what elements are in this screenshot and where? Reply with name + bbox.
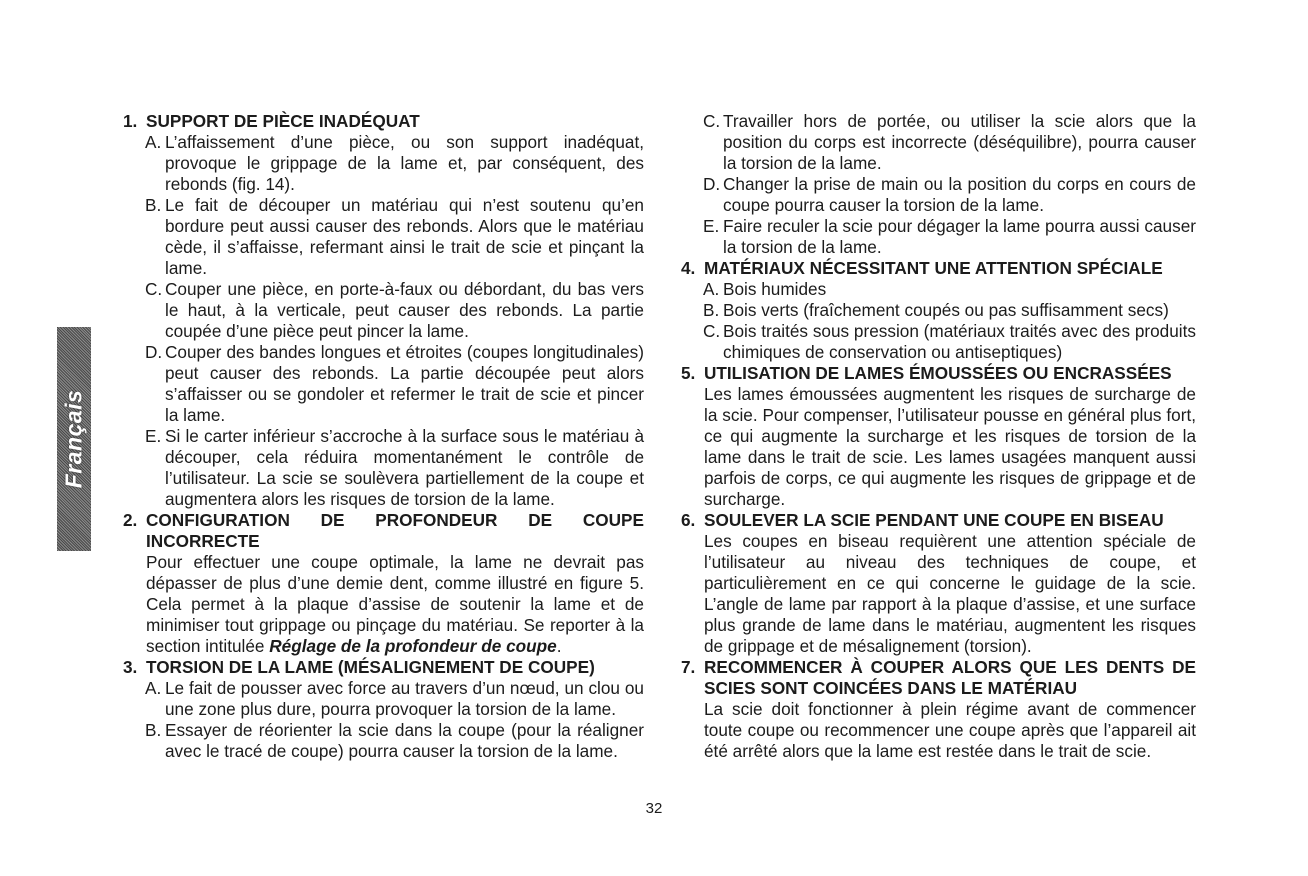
list-item bbox=[118, 132, 644, 195]
section-number: 2. bbox=[123, 510, 138, 530]
list-item bbox=[676, 321, 1196, 363]
section-title-text: SUPPORT DE PIÈCE INADÉQUAT bbox=[146, 111, 420, 131]
section-5 bbox=[676, 363, 1196, 510]
item-text: Si le carter inférieur s’accroche à la surface sous le matériau à découper, cela réduira momentanément le contrôle de l’utilisateur. La scie se soulèvera partiellement de la coupe et augmentera alors les risques de torsion de la lame. bbox=[165, 426, 644, 509]
item-text: Bois verts (fraîchement coupés ou pas suffisamment secs) bbox=[723, 300, 1169, 320]
item-text: Couper une pièce, en porte-à-faux ou débordant, du bas vers le haut, à la verticale, peut causer des rebonds. La partie coupée d’une pièce peut pincer la lame. bbox=[165, 279, 644, 341]
section-number: 3. bbox=[123, 657, 138, 677]
section-1 bbox=[118, 111, 644, 510]
item-text: Bois humides bbox=[723, 279, 827, 299]
language-side-tab bbox=[57, 327, 91, 551]
item-text: Couper des bandes longues et étroites (coupes longitudinales) peut causer des rebonds. La partie découpée peut alors s’affaisser ou se gondoler et refermer le trait de scie et pincer la lame. bbox=[165, 342, 644, 425]
right-column bbox=[676, 111, 1196, 762]
item-letter: B. bbox=[145, 720, 162, 740]
section-title-line-2: SCIES SONT COINCÉES DANS LE MATÉRIAU bbox=[704, 678, 1078, 698]
item-text: Changer la prise de main ou la position du corps en cours de coupe pourra causer la torsion de la lame. bbox=[723, 174, 1196, 215]
item-text: Bois traités sous pression (matériaux traités avec des produits chimiques de conservation ou antiseptiques) bbox=[723, 321, 1196, 362]
language-tab-label: Français bbox=[60, 389, 87, 489]
section-body: Les coupes en biseau requièrent une attention spéciale de l’utilisateur au niveau des techniques de coupe, et particulièrement en ce qui concerne le guidage de la scie. L’angle de lame par rapport à la plaque d’assise, et une surface plus grande de lame dans le matériau, augmentent les risques de grippage et de mésalignement (torsion). bbox=[704, 531, 1196, 656]
item-text: Faire reculer la scie pour dégager la lame pourra aussi causer la torsion de la lame. bbox=[723, 216, 1196, 257]
section-title bbox=[118, 510, 644, 552]
list-item bbox=[118, 279, 644, 342]
section-number: 4. bbox=[681, 258, 696, 278]
section-3 bbox=[118, 657, 644, 762]
item-letter: A. bbox=[145, 132, 162, 152]
item-letter: E. bbox=[703, 216, 720, 236]
list-item bbox=[676, 111, 1196, 174]
item-letter: C. bbox=[145, 279, 163, 299]
section-title-text: TORSION DE LA LAME (MÉSALIGNEMENT DE COUPE) bbox=[146, 657, 595, 677]
section-reference-emphasis: Réglage de la profondeur de coupe bbox=[269, 636, 557, 656]
section-body-text: Pour effectuer une coupe optimale, la lame ne devrait pas dépasser de plus d’une demie dent, comme illustré en figure 5. Cela permet à la plaque d’assise de soutenir la lame et de minimiser tout grippage ou pinçage du matériau. Se reporter à la section intitulée bbox=[146, 552, 644, 656]
section-2 bbox=[118, 510, 644, 657]
section-number: 5. bbox=[681, 363, 696, 383]
list-item bbox=[118, 342, 644, 426]
section-number: 7. bbox=[681, 657, 696, 677]
item-letter: C. bbox=[703, 111, 721, 131]
item-letter: B. bbox=[145, 195, 162, 215]
section-title-line-1: RECOMMENCER À COUPER ALORS QUE LES DENTS DE bbox=[704, 657, 1196, 677]
section-number: 6. bbox=[681, 510, 696, 530]
item-text: L’affaissement d’une pièce, ou son support inadéquat, provoque le grippage de la lame et, par conséquent, des rebonds (fig. 14). bbox=[165, 132, 644, 194]
list-item bbox=[118, 426, 644, 510]
item-letter: C. bbox=[703, 321, 721, 341]
item-text: Le fait de découper un matériau qui n’est soutenu qu’en bordure peut aussi causer des rebonds. Alors que le matériau cède, il s’affaisse, refermant ainsi le trait de scie et pinçant la lame. bbox=[165, 195, 644, 278]
section-body-end: . bbox=[556, 636, 562, 656]
item-text: Le fait de pousser avec force au travers d’un nœud, un clou ou une zone plus dure, pourra provoquer la torsion de la lame. bbox=[165, 678, 644, 719]
item-letter: B. bbox=[703, 300, 720, 320]
section-7 bbox=[676, 657, 1196, 762]
section-4 bbox=[676, 258, 1196, 363]
section-6 bbox=[676, 510, 1196, 657]
item-letter: D. bbox=[145, 342, 163, 362]
section-title bbox=[118, 111, 644, 132]
list-item bbox=[676, 279, 1196, 300]
section-title bbox=[676, 363, 1196, 384]
section-body: La scie doit fonctionner à plein régime avant de commencer toute coupe ou recommencer une coupe après que l’appareil ait été arrêté alors que la lame est restée dans le trait de scie. bbox=[704, 699, 1196, 761]
left-column bbox=[118, 111, 644, 762]
list-item bbox=[676, 300, 1196, 321]
section-title bbox=[118, 657, 644, 678]
item-text: Essayer de réorienter la scie dans la coupe (pour la réaligner avec le tracé de coupe) pourra causer la torsion de la lame. bbox=[165, 720, 644, 761]
section-number: 1. bbox=[123, 111, 138, 131]
section-title bbox=[676, 510, 1196, 531]
list-item bbox=[118, 195, 644, 279]
item-letter: A. bbox=[145, 678, 162, 698]
section-title bbox=[676, 258, 1196, 279]
list-item bbox=[676, 216, 1196, 258]
item-letter: A. bbox=[703, 279, 720, 299]
list-item bbox=[118, 678, 644, 720]
section-title-text: UTILISATION DE LAMES ÉMOUSSÉES OU ENCRASSÉES bbox=[704, 363, 1172, 383]
section-body bbox=[118, 552, 644, 657]
list-item bbox=[118, 720, 644, 762]
item-letter: D. bbox=[703, 174, 721, 194]
page-number: 32 bbox=[645, 800, 663, 817]
section-3-continued bbox=[676, 111, 1196, 258]
section-title-line-2: INCORRECTE bbox=[146, 531, 260, 551]
section-title-line-1: CONFIGURATION DE PROFONDEUR DE COUPE bbox=[146, 510, 644, 530]
section-title-text: MATÉRIAUX NÉCESSITANT UNE ATTENTION SPÉCIALE bbox=[704, 258, 1163, 278]
section-title bbox=[676, 657, 1196, 699]
section-body: Les lames émoussées augmentent les risques de surcharge de la scie. Pour compenser, l’utilisateur pousse en général plus fort, ce qui augmente la surcharge et les risques de torsion de la lame dans le trait de scie. Les lames usagées manquent aussi parfois de corps, ce qui augmente les risques de grippage et de surcharge. bbox=[704, 384, 1196, 509]
section-title-text: SOULEVER LA SCIE PENDANT UNE COUPE EN BISEAU bbox=[704, 510, 1164, 530]
list-item bbox=[676, 174, 1196, 216]
item-letter: E. bbox=[145, 426, 162, 446]
item-text: Travailler hors de portée, ou utiliser la scie alors que la position du corps est incorrecte (déséquilibre), pourra causer la torsion de la lame. bbox=[723, 111, 1196, 173]
